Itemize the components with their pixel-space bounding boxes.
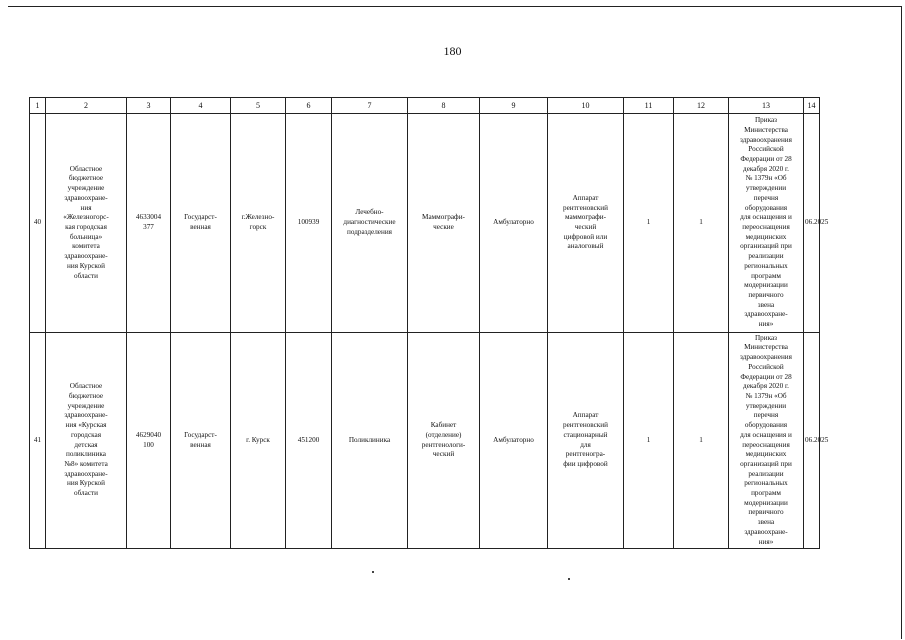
locality-cell: г.Железно- горск	[231, 114, 286, 333]
locality-cell: г. Курск	[231, 333, 286, 549]
care-form-cell: Амбулаторно	[480, 333, 548, 549]
column-header: 13	[729, 98, 804, 114]
scan-speck	[568, 578, 570, 580]
column-header: 10	[548, 98, 624, 114]
column-header: 8	[408, 98, 480, 114]
department-cell: Поликлиника	[332, 333, 408, 549]
column-header: 11	[624, 98, 674, 114]
column-header: 9	[480, 98, 548, 114]
column-header: 3	[127, 98, 171, 114]
row-number: 40	[30, 114, 46, 333]
equipment-table	[29, 97, 829, 549]
column-header: 4	[171, 98, 231, 114]
date-cell: 06.2025	[804, 333, 820, 549]
quantity-cell: 1	[624, 114, 674, 333]
page-number: 180	[443, 44, 462, 58]
column-header: 2	[46, 98, 127, 114]
equipment-cell: Аппарат рентгеновский маммографи- ческий цифровой или аналоговый	[548, 114, 624, 333]
column-header: 1	[30, 98, 46, 114]
column-header: 12	[674, 98, 729, 114]
unit-cell: Маммографи- ческие	[408, 114, 480, 333]
row-number: 41	[30, 333, 46, 549]
basis-cell: Приказ Министерства здравоохранения Российской Федерации от 28 декабря 2020 г. № 1379н «Об утверждении перечня оборудования для оснащения и переоснащения медицинских организаций при реализации региональных программ модернизации первичного звена здравоохране- ния»	[729, 114, 804, 333]
column-header: 14	[804, 98, 820, 114]
equipment-cell: Аппарат рентгеновский стационарный для рентгеногра- фии цифровой	[548, 333, 624, 549]
quantity-cell: 1	[624, 333, 674, 549]
scan-speck	[372, 571, 374, 573]
column-header: 7	[332, 98, 408, 114]
column-header: 6	[286, 98, 332, 114]
care-form-cell: Амбулаторно	[480, 114, 548, 333]
table-row	[30, 114, 820, 333]
unit-cell: Кабинет (отделение) рентгенологи- ческий	[408, 333, 480, 549]
ownership-cell: Государст- венная	[171, 114, 231, 333]
organization-cell: Областное бюджетное учреждение здравоохране- ния «Железногорс- кая городская больница» комитета здравоохране- ния Курской области	[46, 114, 127, 333]
code-cell: 4633004 377	[127, 114, 171, 333]
column-header: 5	[231, 98, 286, 114]
ownership-cell: Государст- венная	[171, 333, 231, 549]
organization-cell: Областное бюджетное учреждение здравоохране- ния «Курская городская детская поликлиника №8» комитета здравоохране- ния Курской области	[46, 333, 127, 549]
header-row	[30, 98, 820, 114]
index-cell: 451200	[286, 333, 332, 549]
index-cell: 100939	[286, 114, 332, 333]
quantity-cell: 1	[674, 114, 729, 333]
code-cell: 4629040 100	[127, 333, 171, 549]
quantity-cell: 1	[674, 333, 729, 549]
date-cell: 06.2025	[804, 114, 820, 333]
department-cell: Лечебно- диагностические подразделения	[332, 114, 408, 333]
basis-cell: Приказ Министерства здравоохранения Российской Федерации от 28 декабря 2020 г. № 1379н «Об утверждении перечня оборудования для оснащения и переоснащения медицинских организаций при реализации региональных программ модернизации первичного звена здравоохране- ния»	[729, 333, 804, 549]
table-row	[30, 333, 820, 549]
